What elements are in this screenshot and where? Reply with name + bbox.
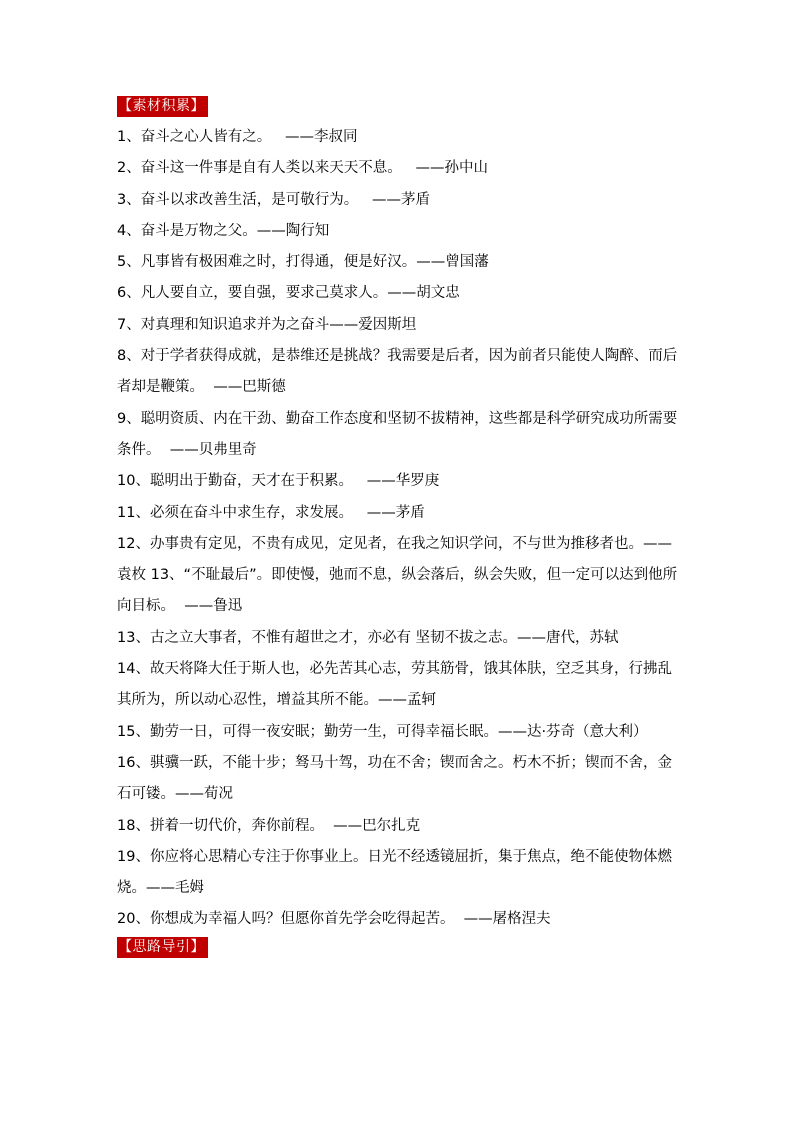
quote-item: 14、故天将降大任于斯人也，必先苦其心志，劳其筋骨，饿其体肤，空乏其身，行拂乱其所为，所以动心忍性，增益其所不能。——孟轲 xyxy=(117,661,672,709)
document-page xyxy=(117,95,682,958)
section-heading-materials: 【素材积累】 xyxy=(117,96,208,117)
quote-item: 4、奋斗是万物之父。——陶行知 xyxy=(117,222,330,239)
section-heading-guide: 【思路导引】 xyxy=(117,937,208,958)
quote-item: 13、古之立大事者，不惟有超世之才，亦必有 坚韧不拔之志。——唐代，苏轼 xyxy=(117,629,619,646)
quote-item: 8、对于学者获得成就，是恭维还是挑战？我需要是后者，因为前者只能使人陶醉、而后者却是鞭策。 ——巴斯德 xyxy=(117,348,678,396)
quote-item: 1、奋斗之心人皆有之。 ——李叔同 xyxy=(117,129,358,145)
quote-item: 18、拼着一切代价，奔你前程。 ——巴尔扎克 xyxy=(117,817,421,834)
quote-item: 10、聪明出于勤奋，天才在于积累。 ——华罗庚 xyxy=(117,473,440,490)
quote-item: 19、你应将心思精心专注于你事业上。日光不经透镜屈折，集于焦点，绝不能使物体燃烧。——毛姆 xyxy=(117,848,672,897)
quote-item: 15、勤劳一日，可得一夜安眠；勤劳一生，可得幸福长眠。——达·芬奇（意大利） xyxy=(117,723,648,740)
quote-item: 7、对真理和知识追求并为之奋斗——爱因斯坦 xyxy=(117,316,417,333)
quote-item: 3、奋斗以求改善生活，是可敬行为。 ——茅盾 xyxy=(117,191,431,208)
quote-list xyxy=(117,122,682,936)
quote-item: 20、你想成为幸福人吗？但愿你首先学会吃得起苦。 ——屠格涅夫 xyxy=(117,911,551,928)
quote-item: 9、聪明资质、内在干劲、勤奋工作态度和坚韧不拔精神，这些都是科学研究成功所需要条件。 ——贝弗里奇 xyxy=(117,410,678,458)
quote-item: 11、必须在奋斗中求生存，求发展。 ——茅盾 xyxy=(117,504,425,521)
quote-item: 12、办事贵有定见，不贵有成见，定见者，在我之知识学问，不与世为推移者也。——袁枚 13、“不耻最后”。即使慢，弛而不息，纵会落后，纵会失败，但一定可以达到他所向目标。 ——鲁迅 xyxy=(117,535,678,615)
quote-item: 6、凡人要自立，要自强，要求己莫求人。——胡文忠 xyxy=(117,285,460,302)
quote-item: 5、凡事皆有极困难之时，打得通，便是好汉。——曾国藩 xyxy=(117,254,489,271)
quote-item: 2、奋斗这一件事是自有人类以来天天不息。 ——孙中山 xyxy=(117,160,489,177)
quote-item: 16、骐骥一跃，不能十步；驽马十驾，功在不舍；锲而舍之。朽木不折；锲而不舍，金石可镂。——荀况 xyxy=(117,754,672,803)
